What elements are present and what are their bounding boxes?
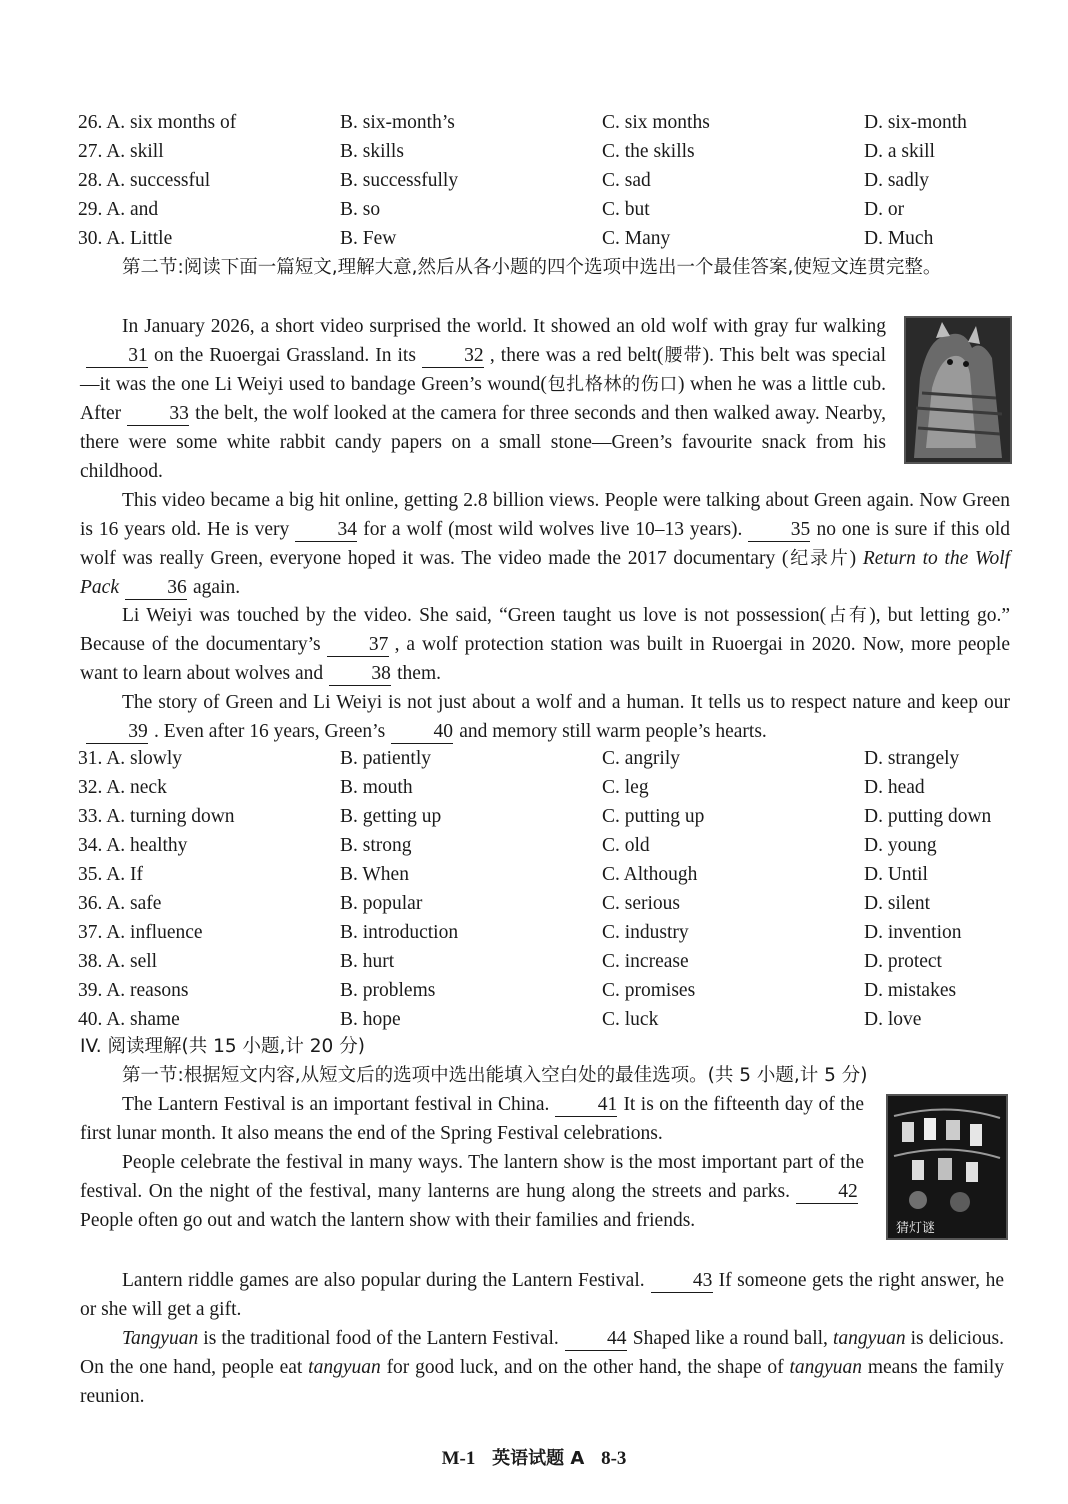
lp4-word-4: tangyuan — [789, 1357, 863, 1378]
question-number: 34. — [78, 835, 103, 856]
question-number: 32. — [78, 777, 103, 798]
lantern-passage-p1 — [80, 1090, 864, 1148]
option-b[interactable]: B. mouth — [340, 777, 413, 798]
blank-41[interactable]: 41 — [555, 1094, 617, 1117]
option-c[interactable]: C. promises — [602, 980, 696, 1001]
option-c[interactable]: C. old — [602, 835, 650, 856]
question-number: 27. — [78, 141, 103, 162]
option-a-text: A. healthy — [106, 835, 188, 856]
option-row — [78, 976, 1038, 1005]
option-d[interactable]: D. strangely — [864, 748, 960, 769]
lp1-text-1: The Lantern Festival is an important festival in China. — [122, 1094, 550, 1115]
p2-text-3: no one is sure if this old wolf was really Green, everyone hoped it was. The video made the 2017 documentary ( — [80, 519, 1010, 569]
option-d[interactable]: D. putting down — [864, 806, 992, 827]
option-c[interactable]: C. angrily — [602, 748, 680, 769]
option-a[interactable] — [78, 1005, 180, 1034]
question-number: 38. — [78, 951, 103, 972]
footer-page: 8-3 — [601, 1448, 627, 1469]
option-row — [78, 224, 1038, 253]
option-d[interactable]: D. love — [864, 1009, 922, 1030]
blank-44[interactable]: 44 — [565, 1328, 627, 1351]
question-number: 33. — [78, 806, 103, 827]
p2-text-5: again. — [192, 577, 241, 598]
p2-text-2: for a wolf (most wild wolves live 10–13 years). — [363, 519, 743, 540]
p3-cn: 占有 — [826, 605, 870, 626]
p1-text-6: the belt, the wolf looked at the camera for three seconds and then walked away. Nearby, there were some white rabbit candy papers on a small stone—Green’s favourite snack from his childhood. — [80, 403, 886, 482]
part4-sub-heading: 第一节:根据短文内容,从短文后的选项中选出能填入空白处的最佳选项。(共 5 小题,计 5 分) — [122, 1065, 868, 1086]
lantern-photo — [886, 1094, 1008, 1240]
blank-34[interactable]: 34 — [295, 519, 357, 542]
lp4-word-3: tangyuan — [308, 1357, 381, 1378]
option-c[interactable]: C. leg — [602, 777, 649, 798]
blank-40[interactable]: 40 — [391, 721, 453, 744]
option-a[interactable] — [78, 831, 187, 860]
wolf-passage-p3 — [80, 601, 1010, 688]
option-a[interactable] — [78, 195, 158, 224]
options-26-30 — [78, 108, 1038, 253]
option-c[interactable]: C. the skills — [602, 141, 695, 162]
p1-text-5: ) when he was a little cub. After — [80, 374, 887, 424]
p1-text-1: In January 2026, a short video surprised the world. It showed an old wolf with gray fur walking — [122, 316, 886, 337]
blank-35[interactable]: 35 — [748, 519, 810, 542]
option-row — [78, 1005, 1038, 1034]
option-a[interactable] — [78, 918, 203, 947]
blank-32[interactable]: 32 — [422, 345, 484, 368]
question-number: 26. — [78, 112, 103, 133]
option-d[interactable]: D. six-month — [864, 112, 967, 133]
question-number: 36. — [78, 893, 103, 914]
blank-33[interactable]: 33 — [127, 403, 189, 426]
footer-code: M-1 — [441, 1448, 476, 1469]
option-b[interactable]: B. introduction — [340, 922, 459, 943]
option-a-text: A. shame — [106, 1009, 180, 1030]
p3-text-4: them. — [397, 663, 442, 684]
option-a-text: A. slowly — [106, 748, 183, 769]
p4-text-2: . Even after 16 years, Green’s — [154, 721, 386, 742]
wolf-passage-p4 — [80, 688, 1010, 746]
option-row — [78, 744, 1038, 773]
option-a[interactable] — [78, 860, 143, 889]
option-b[interactable]: B. skills — [340, 141, 404, 162]
lp4-text-1: is the traditional food of the Lantern Festival. — [203, 1328, 559, 1349]
option-a-text: A. sell — [106, 951, 158, 972]
question-number: 40. — [78, 1009, 103, 1030]
lantern-passage-p4 — [80, 1324, 1004, 1411]
option-row — [78, 166, 1038, 195]
p2-text-4: ) — [849, 548, 857, 569]
lp3-text-1: Lantern riddle games are also popular during the Lantern Festival. — [122, 1270, 645, 1291]
option-c[interactable]: C. luck — [602, 1009, 659, 1030]
option-a-text: A. six months of — [106, 112, 237, 133]
wolf-passage-p1 — [80, 312, 886, 486]
p3-text-1: Li Weiyi was touched by the video. She said, “Green taught us love is not possession( — [122, 605, 827, 626]
p1-text-2: on the Ruoergai Grassland. In its — [154, 345, 416, 366]
option-a-text: A. If — [106, 864, 144, 885]
documentary-title: Return to the Wolf Pack — [80, 548, 1011, 598]
option-c[interactable]: C. sad — [602, 170, 651, 191]
blank-37[interactable]: 37 — [327, 634, 389, 657]
option-a-text: A. reasons — [106, 980, 189, 1001]
option-c[interactable]: C. increase — [602, 951, 689, 972]
lp2-text-2: People often go out and watch the lantern show with their families and friends. — [80, 1210, 696, 1231]
option-b[interactable]: B. Few — [340, 228, 397, 249]
option-b[interactable]: B. problems — [340, 980, 436, 1001]
option-c[interactable]: C. but — [602, 199, 650, 220]
option-c[interactable]: C. serious — [602, 893, 680, 914]
option-a[interactable] — [78, 744, 182, 773]
option-a[interactable] — [78, 773, 167, 802]
page-footer — [0, 1444, 1068, 1473]
lantern-photo-caption: 猜灯谜 — [896, 1221, 936, 1236]
option-b[interactable]: B. When — [340, 864, 409, 885]
option-b[interactable]: B. hurt — [340, 951, 395, 972]
lantern-passage-p2 — [80, 1148, 864, 1235]
option-a[interactable] — [78, 889, 161, 918]
option-a[interactable] — [78, 947, 157, 976]
option-row — [78, 802, 1038, 831]
option-a[interactable] — [78, 108, 236, 137]
option-d[interactable]: D. head — [864, 777, 925, 798]
option-d[interactable]: D. protect — [864, 951, 942, 972]
option-a[interactable] — [78, 224, 172, 253]
option-b[interactable]: B. getting up — [340, 806, 442, 827]
option-a-text: A. safe — [106, 893, 162, 914]
option-c[interactable]: C. six months — [602, 112, 710, 133]
option-d[interactable]: D. Much — [864, 228, 934, 249]
footer-subject: 英语试题 A — [492, 1448, 585, 1469]
option-a[interactable] — [78, 976, 189, 1005]
option-b[interactable]: B. six-month’s — [340, 112, 455, 133]
option-a[interactable] — [78, 166, 210, 195]
options-31-40 — [78, 744, 1038, 1034]
lp2-text-1: People celebrate the festival in many ways. The lantern show is the most important part of the festival. On the night of the festival, many lanterns are hung along the streets and parks. — [80, 1152, 864, 1202]
option-b[interactable]: B. patiently — [340, 748, 431, 769]
p2-text-1: This video became a big hit online, getting 2.8 billion views. People were talking about Green again. Now Green is 16 years old. He is very — [80, 490, 1010, 540]
option-c[interactable]: C. industry — [602, 922, 689, 943]
blank-43[interactable]: 43 — [651, 1270, 713, 1293]
option-a-text: A. neck — [106, 777, 167, 798]
lp3-text-2: If someone gets the right answer, he or she will get a gift. — [80, 1270, 1004, 1320]
option-a-text: A. influence — [106, 922, 203, 943]
option-row — [78, 860, 1038, 889]
wolf-passage-p2 — [80, 486, 1010, 602]
option-row — [78, 137, 1038, 166]
option-row — [78, 773, 1038, 802]
option-a[interactable] — [78, 137, 164, 166]
blank-39[interactable]: 39 — [86, 721, 148, 744]
option-a-text: A. and — [106, 199, 159, 220]
wolf-photo — [904, 316, 1012, 464]
part4-heading: IV. 阅读理解(共 15 小题,计 20 分) — [80, 1036, 365, 1057]
blank-42[interactable]: 42 — [796, 1181, 858, 1204]
option-a-text: A. successful — [106, 170, 211, 191]
p4-text-1: The story of Green and Li Weiyi is not just about a wolf and a human. It tells us to respect nature and keep our — [122, 692, 1010, 713]
question-number: 35. — [78, 864, 103, 885]
p1-cn-2: 包扎格林的伤口 — [546, 374, 679, 395]
option-b[interactable]: B. popular — [340, 893, 423, 914]
option-d[interactable]: D. or — [864, 199, 905, 220]
option-a-text: A. Little — [106, 228, 173, 249]
option-c[interactable]: C. Although — [602, 864, 698, 885]
option-a-text: A. skill — [106, 141, 164, 162]
option-d[interactable]: D. sadly — [864, 170, 929, 191]
option-a[interactable] — [78, 802, 235, 831]
option-row — [78, 195, 1038, 224]
lp4-text-5: means the family reunion. — [80, 1357, 1005, 1407]
blank-31[interactable]: 31 — [86, 345, 148, 368]
question-number: 28. — [78, 170, 103, 191]
question-number: 29. — [78, 199, 103, 220]
question-number: 37. — [78, 922, 103, 943]
option-c[interactable]: C. Many — [602, 228, 671, 249]
question-number: 30. — [78, 228, 103, 249]
p1-text-3: , there was a red belt( — [489, 345, 664, 366]
p2-cn: 纪录片 — [788, 548, 850, 569]
lp4-text-4: for good luck, and on the other hand, the shape of — [386, 1357, 784, 1378]
lp4-word-2: tangyuan — [833, 1328, 906, 1349]
lp1-text-2: It is on the fifteenth day of the first lunar month. It also means the end of the Spring Festival celebrations. — [80, 1094, 864, 1144]
option-b[interactable]: B. strong — [340, 835, 412, 856]
option-row — [78, 918, 1038, 947]
option-row — [78, 947, 1038, 976]
option-b[interactable]: B. successfully — [340, 170, 459, 191]
lp4-text-2: Shaped like a round ball, — [632, 1328, 828, 1349]
option-row — [78, 889, 1038, 918]
blank-38[interactable]: 38 — [329, 663, 391, 686]
option-d[interactable]: D. silent — [864, 893, 931, 914]
question-number: 31. — [78, 748, 103, 769]
section2-instruction: 第二节:阅读下面一篇短文,理解大意,然后从各小题的四个选项中选出一个最佳答案,使短文连贯完整。 — [122, 257, 942, 278]
question-number: 39. — [78, 980, 103, 1001]
lp4-text-3: is delicious. On the one hand, people eat — [80, 1328, 1004, 1378]
option-d[interactable]: D. a skill — [864, 141, 935, 162]
option-c[interactable]: C. putting up — [602, 806, 705, 827]
option-b[interactable]: B. so — [340, 199, 381, 220]
p3-text-2: ), but letting go.” Because of the documentary’s — [80, 605, 1011, 655]
option-d[interactable]: D. mistakes — [864, 980, 957, 1001]
option-d[interactable]: D. young — [864, 835, 937, 856]
p4-text-3: and memory still warm people’s hearts. — [459, 721, 767, 742]
blank-36[interactable]: 36 — [125, 577, 187, 600]
option-d[interactable]: D. Until — [864, 864, 928, 885]
lantern-passage-p3 — [80, 1266, 1004, 1324]
option-row — [78, 108, 1038, 137]
p1-cn-1: 腰带 — [663, 345, 703, 366]
option-a-text: A. turning down — [106, 806, 235, 827]
p1-text-4: ). This belt was special—it was the one Li Weiyi used to bandage Green’s wound( — [80, 345, 887, 395]
option-row — [78, 831, 1038, 860]
option-d[interactable]: D. invention — [864, 922, 962, 943]
lp4-word-1: Tangyuan — [122, 1328, 199, 1349]
option-b[interactable]: B. hope — [340, 1009, 401, 1030]
p3-text-3: , a wolf protection station was built in Ruoergai in 2020. Now, more people want to learn about wolves and — [80, 634, 1010, 684]
